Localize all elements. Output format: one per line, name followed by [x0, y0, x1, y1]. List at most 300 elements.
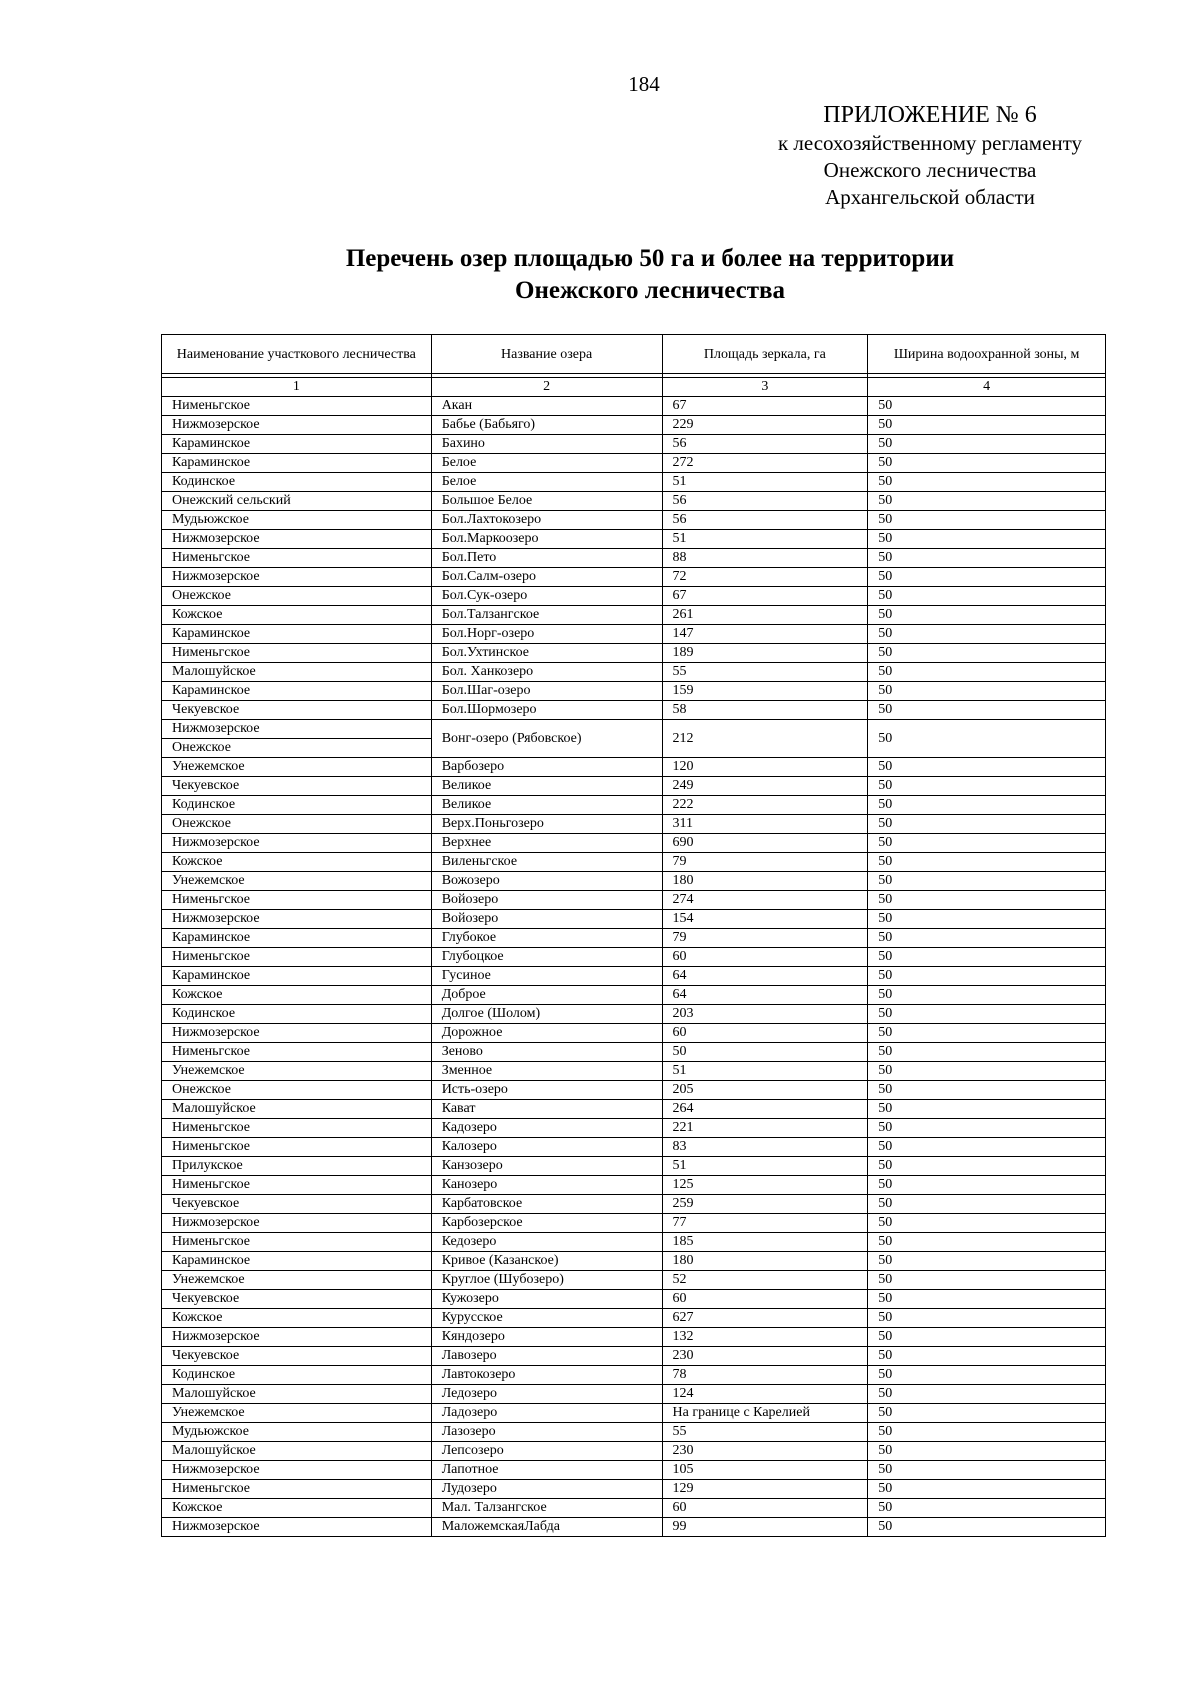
area-cell: 203 [662, 1005, 868, 1024]
lake-name-cell: Карбозерское [431, 1214, 662, 1233]
area-cell: 52 [662, 1271, 868, 1290]
table-row [162, 777, 1106, 796]
area-cell: 132 [662, 1328, 868, 1347]
area-cell: 58 [662, 701, 868, 720]
zone-width-cell: 50 [868, 986, 1106, 1005]
zone-width-cell: 50 [868, 796, 1106, 815]
table-row [162, 530, 1106, 549]
zone-width-cell: 50 [868, 1214, 1106, 1233]
zone-width-cell: 50 [868, 435, 1106, 454]
lake-name-cell: Белое [431, 473, 662, 492]
lake-name-cell: Войозеро [431, 891, 662, 910]
zone-width-cell: 50 [868, 1518, 1106, 1537]
table-row [162, 796, 1106, 815]
forestry-cell: Нижмозерское [162, 416, 432, 435]
area-cell: 274 [662, 891, 868, 910]
lake-name-cell: Кават [431, 1100, 662, 1119]
lake-name-cell: Бол.Шаг-озеро [431, 682, 662, 701]
lake-name-cell: Калозеро [431, 1138, 662, 1157]
lake-name-cell: Вонг-озеро (Рябовское) [431, 720, 662, 758]
document-title [160, 243, 1140, 307]
table-row [162, 1081, 1106, 1100]
zone-width-cell: 50 [868, 454, 1106, 473]
zone-width-cell: 50 [868, 1195, 1106, 1214]
zone-width-cell: 50 [868, 663, 1106, 682]
zone-width-cell: 50 [868, 1404, 1106, 1423]
zone-width-cell: 50 [868, 1309, 1106, 1328]
zone-width-cell: 50 [868, 777, 1106, 796]
area-cell: 60 [662, 1290, 868, 1309]
zone-width-cell: 50 [868, 587, 1106, 606]
table-row [162, 815, 1106, 834]
table-row [162, 1347, 1106, 1366]
forestry-cell: Унежемское [162, 1404, 432, 1423]
area-cell: 230 [662, 1442, 868, 1461]
lake-name-cell: Бол.Шормозеро [431, 701, 662, 720]
column-header: Название озера [431, 335, 662, 374]
lake-name-cell: Кадозеро [431, 1119, 662, 1138]
table-row [162, 1062, 1106, 1081]
forestry-cell: Нименьгское [162, 1480, 432, 1499]
forestry-cell: Малошуйское [162, 1442, 432, 1461]
lake-name-cell: Лапотное [431, 1461, 662, 1480]
area-cell: 60 [662, 1499, 868, 1518]
forestry-cell: Малошуйское [162, 1385, 432, 1404]
zone-width-cell: 50 [868, 1461, 1106, 1480]
lake-name-cell: Курусское [431, 1309, 662, 1328]
zone-width-cell: 50 [868, 1480, 1106, 1499]
lake-name-cell: Великое [431, 777, 662, 796]
lake-name-cell: Бол.Маркоозеро [431, 530, 662, 549]
area-cell: 221 [662, 1119, 868, 1138]
area-cell: 129 [662, 1480, 868, 1499]
zone-width-cell: 50 [868, 872, 1106, 891]
area-cell: 261 [662, 606, 868, 625]
table-row [162, 701, 1106, 720]
table-header-row [162, 335, 1106, 374]
area-cell: 56 [662, 435, 868, 454]
zone-width-cell: 50 [868, 682, 1106, 701]
table-row [162, 492, 1106, 511]
appendix-line: Онежского лесничества [823, 158, 1037, 182]
zone-width-cell: 50 [868, 1271, 1106, 1290]
forestry-cell: Караминское [162, 1252, 432, 1271]
zone-width-cell: 50 [868, 1233, 1106, 1252]
lake-name-cell: Зменное [431, 1062, 662, 1081]
table-row [162, 1518, 1106, 1537]
table-row [162, 758, 1106, 777]
area-cell: 249 [662, 777, 868, 796]
table-row [162, 1214, 1106, 1233]
forestry-cell: Унежемское [162, 1271, 432, 1290]
forestry-cell: Онежское [162, 587, 432, 606]
lake-name-cell: Кяндозеро [431, 1328, 662, 1347]
table-row [162, 1385, 1106, 1404]
lake-name-cell: Глубокое [431, 929, 662, 948]
lake-name-cell: Карбатовское [431, 1195, 662, 1214]
forestry-cell: Нименьгское [162, 549, 432, 568]
area-cell: 79 [662, 929, 868, 948]
table-row [162, 1100, 1106, 1119]
area-cell: 272 [662, 454, 868, 473]
lake-name-cell: Бол.Талзангское [431, 606, 662, 625]
forestry-cell: Чекуевское [162, 1347, 432, 1366]
forestry-cell: Кодинское [162, 796, 432, 815]
forestry-cell: Караминское [162, 435, 432, 454]
document-title-line: Онежского лесничества [515, 277, 785, 304]
area-cell: 185 [662, 1233, 868, 1252]
table-row [162, 1442, 1106, 1461]
table-row [162, 1252, 1106, 1271]
table-row [162, 454, 1106, 473]
lake-name-cell: Бол.Пето [431, 549, 662, 568]
forestry-cell: Нименьгское [162, 948, 432, 967]
table-row [162, 568, 1106, 587]
table-row [162, 1423, 1106, 1442]
table-row [162, 872, 1106, 891]
forestry-cell: Чекуевское [162, 1195, 432, 1214]
table-row [162, 606, 1106, 625]
zone-width-cell: 50 [868, 1499, 1106, 1518]
area-cell: 180 [662, 872, 868, 891]
appendix-title: ПРИЛОЖЕНИЕ № 6 [823, 102, 1037, 128]
forestry-cell: Унежемское [162, 872, 432, 891]
area-cell: 64 [662, 967, 868, 986]
zone-width-cell: 50 [868, 967, 1106, 986]
zone-width-cell: 50 [868, 853, 1106, 872]
zone-width-cell: 50 [868, 910, 1106, 929]
area-cell: На границе с Карелией [662, 1404, 868, 1423]
table-row [162, 720, 1106, 739]
area-cell: 229 [662, 416, 868, 435]
forestry-cell: Нижмозерское [162, 1024, 432, 1043]
zone-width-cell: 50 [868, 1347, 1106, 1366]
lake-name-cell: Мал. Талзангское [431, 1499, 662, 1518]
table-body [162, 374, 1106, 1537]
forestry-cell: Кодинское [162, 1366, 432, 1385]
area-cell: 64 [662, 986, 868, 1005]
lake-name-cell: Кужозеро [431, 1290, 662, 1309]
lake-name-cell: Глубоцкое [431, 948, 662, 967]
lake-name-cell: Бабье (Бабьяго) [431, 416, 662, 435]
table-row [162, 1480, 1106, 1499]
area-cell: 125 [662, 1176, 868, 1195]
column-header: Ширина водоохранной зоны, м [868, 335, 1106, 374]
document-title-line: Перечень озер площадью 50 га и более на территории [345, 245, 955, 272]
forestry-cell: Чекуевское [162, 701, 432, 720]
forestry-cell: Чекуевское [162, 1290, 432, 1309]
table-row [162, 1043, 1106, 1062]
area-cell: 83 [662, 1138, 868, 1157]
table-row [162, 1271, 1106, 1290]
area-cell: 627 [662, 1309, 868, 1328]
lakes-table [161, 334, 1106, 1537]
forestry-cell: Кодинское [162, 1005, 432, 1024]
appendix-line: Архангельской области [825, 185, 1035, 209]
zone-width-cell: 50 [868, 1062, 1106, 1081]
zone-width-cell: 50 [868, 606, 1106, 625]
area-cell: 51 [662, 1062, 868, 1081]
forestry-cell: Нижмозерское [162, 1518, 432, 1537]
lake-name-cell: Лавтокозеро [431, 1366, 662, 1385]
forestry-cell: Унежемское [162, 758, 432, 777]
zone-width-cell: 50 [868, 492, 1106, 511]
forestry-cell: Нименьгское [162, 644, 432, 663]
table-row [162, 416, 1106, 435]
forestry-cell: Караминское [162, 625, 432, 644]
table-row [162, 435, 1106, 454]
table-row [162, 1119, 1106, 1138]
table-row [162, 948, 1106, 967]
area-cell: 99 [662, 1518, 868, 1537]
area-cell: 212 [662, 720, 868, 758]
column-number: 2 [431, 378, 662, 397]
area-cell: 79 [662, 853, 868, 872]
forestry-cell: Нижмозерское [162, 1214, 432, 1233]
table-row [162, 1157, 1106, 1176]
table-row [162, 929, 1106, 948]
table-row [162, 473, 1106, 492]
area-cell: 105 [662, 1461, 868, 1480]
zone-width-cell: 50 [868, 1138, 1106, 1157]
area-cell: 67 [662, 397, 868, 416]
forestry-cell: Малошуйское [162, 663, 432, 682]
lake-name-cell: Лепсозеро [431, 1442, 662, 1461]
lake-name-cell: Большое Белое [431, 492, 662, 511]
forestry-cell: Кожское [162, 986, 432, 1005]
zone-width-cell: 50 [868, 701, 1106, 720]
lake-name-cell: Варбозеро [431, 758, 662, 777]
lake-name-cell: Канзозеро [431, 1157, 662, 1176]
area-cell: 60 [662, 1024, 868, 1043]
zone-width-cell: 50 [868, 473, 1106, 492]
area-cell: 55 [662, 1423, 868, 1442]
zone-width-cell: 50 [868, 1024, 1106, 1043]
column-number: 4 [868, 378, 1106, 397]
lake-name-cell: Кривое (Казанское) [431, 1252, 662, 1271]
lake-name-cell: Исть-озеро [431, 1081, 662, 1100]
zone-width-cell: 50 [868, 530, 1106, 549]
zone-width-cell: 50 [868, 1043, 1106, 1062]
table-row [162, 1176, 1106, 1195]
forestry-cell: Унежемское [162, 1062, 432, 1081]
zone-width-cell: 50 [868, 625, 1106, 644]
area-cell: 51 [662, 1157, 868, 1176]
zone-width-cell: 50 [868, 891, 1106, 910]
column-header: Наименование участкового лесничества [162, 335, 432, 374]
forestry-cell: Малошуйское [162, 1100, 432, 1119]
forestry-cell: Кожское [162, 853, 432, 872]
area-cell: 51 [662, 530, 868, 549]
area-cell: 51 [662, 473, 868, 492]
appendix-line: к лесохозяйственному регламенту [777, 131, 1083, 155]
column-number: 3 [662, 378, 868, 397]
table-row [162, 834, 1106, 853]
forestry-cell: Нименьгское [162, 397, 432, 416]
table-row [162, 511, 1106, 530]
forestry-cell: Онежское [162, 739, 432, 758]
forestry-cell: Нименьгское [162, 1138, 432, 1157]
lake-name-cell: Бол. Ханкозеро [431, 663, 662, 682]
zone-width-cell: 50 [868, 758, 1106, 777]
table-row [162, 625, 1106, 644]
zone-width-cell: 50 [868, 929, 1106, 948]
lake-name-cell: Бол.Лахтокозеро [431, 511, 662, 530]
zone-width-cell: 50 [868, 948, 1106, 967]
lake-name-cell: Бахино [431, 435, 662, 454]
lake-name-cell: Белое [431, 454, 662, 473]
forestry-cell: Нижмозерское [162, 1461, 432, 1480]
zone-width-cell: 50 [868, 397, 1106, 416]
lake-name-cell: МаложемскаяЛабда [431, 1518, 662, 1537]
zone-width-cell: 50 [868, 1385, 1106, 1404]
zone-width-cell: 50 [868, 416, 1106, 435]
lake-name-cell: Лавозеро [431, 1347, 662, 1366]
forestry-cell: Онежское [162, 1081, 432, 1100]
forestry-cell: Мудьюжское [162, 1423, 432, 1442]
lake-name-cell: Войозеро [431, 910, 662, 929]
area-cell: 77 [662, 1214, 868, 1233]
table-row [162, 549, 1106, 568]
table-row [162, 644, 1106, 663]
forestry-cell: Нижмозерское [162, 834, 432, 853]
lake-name-cell: Дорожное [431, 1024, 662, 1043]
table-row [162, 663, 1106, 682]
forestry-cell: Нименьгское [162, 891, 432, 910]
area-cell: 120 [662, 758, 868, 777]
forestry-cell: Караминское [162, 929, 432, 948]
forestry-cell: Онежский сельский [162, 492, 432, 511]
column-number-row [162, 378, 1106, 397]
zone-width-cell: 50 [868, 1157, 1106, 1176]
area-cell: 690 [662, 834, 868, 853]
lake-name-cell: Доброе [431, 986, 662, 1005]
area-cell: 205 [662, 1081, 868, 1100]
area-cell: 72 [662, 568, 868, 587]
forestry-cell: Нименьгское [162, 1233, 432, 1252]
table-row [162, 1499, 1106, 1518]
area-cell: 60 [662, 948, 868, 967]
table-row [162, 587, 1106, 606]
table-row [162, 1404, 1106, 1423]
lake-name-cell: Виленьгское [431, 853, 662, 872]
forestry-cell: Нименьгское [162, 1043, 432, 1062]
zone-width-cell: 50 [868, 1366, 1106, 1385]
area-cell: 189 [662, 644, 868, 663]
area-cell: 230 [662, 1347, 868, 1366]
lake-name-cell: Гусиное [431, 967, 662, 986]
zone-width-cell: 50 [868, 511, 1106, 530]
zone-width-cell: 50 [868, 644, 1106, 663]
zone-width-cell: 50 [868, 834, 1106, 853]
area-cell: 55 [662, 663, 868, 682]
table-row [162, 1233, 1106, 1252]
lake-name-cell: Верх.Поньгозеро [431, 815, 662, 834]
area-cell: 50 [662, 1043, 868, 1062]
table-row [162, 397, 1106, 416]
lake-name-cell: Бол.Ухтинское [431, 644, 662, 663]
appendix-block [700, 100, 1160, 211]
forestry-cell: Кожское [162, 1499, 432, 1518]
lake-name-cell: Кедозеро [431, 1233, 662, 1252]
forestry-cell: Караминское [162, 682, 432, 701]
lake-name-cell: Вожозеро [431, 872, 662, 891]
zone-width-cell: 50 [868, 1100, 1106, 1119]
lake-name-cell: Лазозеро [431, 1423, 662, 1442]
area-cell: 159 [662, 682, 868, 701]
zone-width-cell: 50 [868, 1119, 1106, 1138]
zone-width-cell: 50 [868, 568, 1106, 587]
column-header: Площадь зеркала, га [662, 335, 868, 374]
zone-width-cell: 50 [868, 549, 1106, 568]
area-cell: 222 [662, 796, 868, 815]
zone-width-cell: 50 [868, 1442, 1106, 1461]
area-cell: 311 [662, 815, 868, 834]
table-row [162, 1328, 1106, 1347]
lake-name-cell: Верхнее [431, 834, 662, 853]
forestry-cell: Нижмозерское [162, 910, 432, 929]
zone-width-cell: 50 [868, 1290, 1106, 1309]
zone-width-cell: 50 [868, 1005, 1106, 1024]
forestry-cell: Кожское [162, 1309, 432, 1328]
lake-name-cell: Бол.Салм-озеро [431, 568, 662, 587]
table-row [162, 1138, 1106, 1157]
lake-name-cell: Бол.Норг-озеро [431, 625, 662, 644]
zone-width-cell: 50 [868, 1176, 1106, 1195]
lake-name-cell: Акан [431, 397, 662, 416]
forestry-cell: Онежское [162, 815, 432, 834]
forestry-cell: Кожское [162, 606, 432, 625]
forestry-cell: Кодинское [162, 473, 432, 492]
table-row [162, 986, 1106, 1005]
table-row [162, 891, 1106, 910]
zone-width-cell: 50 [868, 1328, 1106, 1347]
table-row [162, 1366, 1106, 1385]
area-cell: 264 [662, 1100, 868, 1119]
table-row [162, 1195, 1106, 1214]
area-cell: 259 [662, 1195, 868, 1214]
lake-name-cell: Круглое (Шубозеро) [431, 1271, 662, 1290]
table-row [162, 1024, 1106, 1043]
lake-name-cell: Великое [431, 796, 662, 815]
table-row [162, 910, 1106, 929]
area-cell: 67 [662, 587, 868, 606]
forestry-cell: Караминское [162, 967, 432, 986]
forestry-cell: Нижмозерское [162, 530, 432, 549]
zone-width-cell: 50 [868, 1423, 1106, 1442]
zone-width-cell: 50 [868, 720, 1106, 758]
forestry-cell: Мудьюжское [162, 511, 432, 530]
area-cell: 180 [662, 1252, 868, 1271]
forestry-cell: Нижмозерское [162, 568, 432, 587]
area-cell: 78 [662, 1366, 868, 1385]
area-cell: 56 [662, 492, 868, 511]
lake-name-cell: Канозеро [431, 1176, 662, 1195]
zone-width-cell: 50 [868, 1252, 1106, 1271]
zone-width-cell: 50 [868, 815, 1106, 834]
page-number: 184 [628, 72, 660, 96]
lake-name-cell: Зеново [431, 1043, 662, 1062]
area-cell: 124 [662, 1385, 868, 1404]
forestry-cell: Нименьгское [162, 1176, 432, 1195]
table-row [162, 1005, 1106, 1024]
area-cell: 147 [662, 625, 868, 644]
column-number: 1 [162, 378, 432, 397]
forestry-cell: Нижмозерское [162, 1328, 432, 1347]
lake-name-cell: Ладозеро [431, 1404, 662, 1423]
forestry-cell: Нименьгское [162, 1119, 432, 1138]
forestry-cell: Караминское [162, 454, 432, 473]
